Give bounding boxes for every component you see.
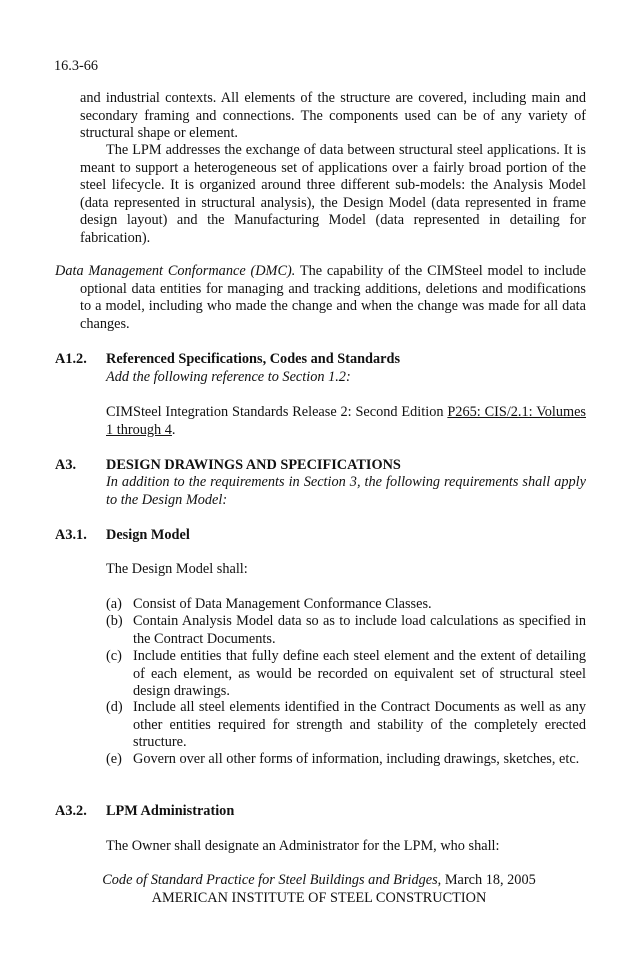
list-item-text: Contain Analysis Model data so as to include load calculations as specified in the Contract Documents.: [133, 613, 586, 647]
footer: [0, 872, 638, 907]
section-a3-1-title: Design Model: [106, 527, 190, 543]
list-item-label: (a): [106, 596, 122, 612]
list-item: [106, 596, 586, 614]
reference-end: .: [171, 421, 176, 438]
section-a3-1-number: A3.1.: [55, 527, 87, 543]
section-a3-2-title: LPM Administration: [106, 803, 235, 819]
list-item: [106, 751, 586, 769]
footer-organization: AMERICAN INSTITUTE OF STEEL CONSTRUCTION: [151, 889, 487, 906]
list-item-text: Govern over all other forms of information, including drawings, sketches, etc.: [133, 751, 580, 767]
footer-citation: [0, 872, 638, 890]
reference-text: CIMSteel Integration Standards Release 2: Second Edition: [106, 404, 444, 420]
section-a3-title: DESIGN DRAWINGS AND SPECIFICATIONS: [106, 457, 401, 473]
intro-paragraph-2: [80, 142, 586, 247]
list-item-label: (b): [106, 613, 123, 629]
list-item-text: Include all steel elements identified in the Contract Documents as well as any other entities required for strength and stability of the completely erected structure.: [133, 699, 586, 750]
list-item: [106, 699, 586, 752]
section-a3-2-number: A3.2.: [55, 803, 87, 819]
section-a1-2-instruction: Add the following reference to Section 1.2:: [106, 369, 351, 385]
list-item-label: (d): [106, 699, 123, 715]
section-a1-2-number: A1.2.: [55, 351, 87, 367]
section-a3-2-lead: The Owner shall designate an Administrator for the LPM, who shall:: [106, 838, 500, 854]
section-a3-instruction: In addition to the requirements in Section 3, the following requirements shall apply to the Design Model:: [106, 474, 586, 508]
reference-entry: [106, 404, 586, 439]
footer-date: , March 18, 2005: [437, 872, 536, 888]
list-item-text: Include entities that fully define each steel element and the extent of detailing of each element, as would be recorded on equivalent set of structural steel design drawings.: [133, 648, 586, 699]
section-a3-1-lead: The Design Model shall:: [106, 561, 248, 577]
list-item-label: (e): [106, 751, 122, 767]
intro-paragraph-1: and industrial contexts. All elements of the structure are covered, including main and secondary framing and connections. The components used can be of any variety of structural shape or element.: [80, 90, 586, 141]
reference-link[interactable]: P265: CIS/2.1: Volumes 1 through 4: [106, 404, 586, 438]
list-item: [106, 613, 586, 648]
dmc-text: The capability of the CIMSteel model to include optional data entities for managing and tracking additions, deletions and modifications to a model, including who made the change and when the change was made for all data changes.: [80, 263, 586, 332]
section-a1-2-title: Referenced Specifications, Codes and Standards: [106, 351, 401, 367]
list-item: [106, 648, 586, 701]
list-item-text: Consist of Data Management Conformance Classes.: [133, 596, 432, 612]
list-item-label: (c): [106, 648, 122, 664]
section-a3-number: A3.: [55, 457, 77, 473]
intro-paragraph-2-text: The LPM addresses the exchange of data between structural steel applications. It is meant to support a heterogeneous set of applications over a fairly broad portion of the steel lifecycle. It is organized around three different sub-models: the Analysis Model (data represented in structural analysis), the Design Model (data represented in frame design layout) and the Manufacturing Model (data represented in detailing for fabrication).: [80, 142, 586, 246]
page-number: 16.3-66: [54, 58, 99, 74]
dmc-term: Data Management Conformance (DMC).: [55, 263, 296, 279]
dmc-definition: [55, 263, 586, 333]
footer-title: Code of Standard Practice for Steel Buildings and Bridges: [102, 872, 438, 888]
